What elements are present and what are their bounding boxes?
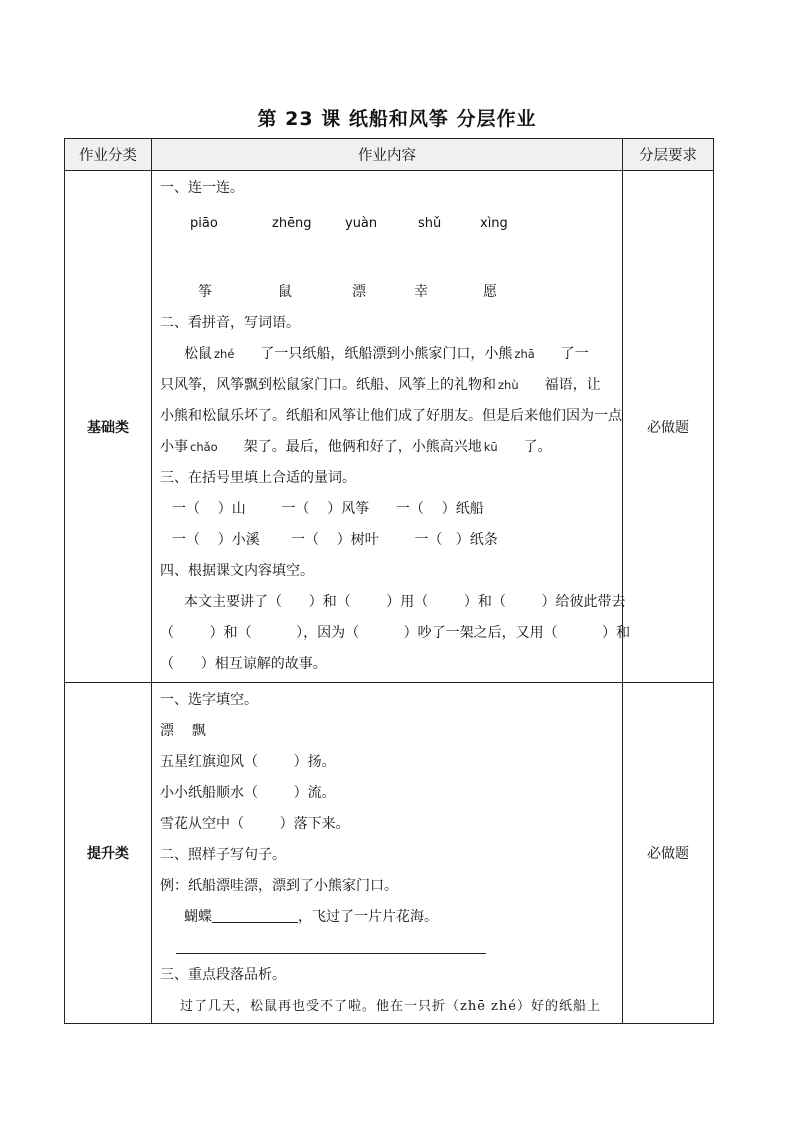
q2-text: 了。 — [523, 439, 552, 455]
hanzi-item: 愿 — [483, 284, 497, 300]
q2-text: 小熊和松鼠乐坏了。纸船和风筝让他们成了好朋友。但是后来他们因为一点 — [160, 408, 622, 424]
hanzi-item: 幸 — [414, 284, 428, 300]
q2-text: 了一 — [560, 346, 589, 362]
basic-q3-title: 三、在括号里填上合适的量词。 — [160, 470, 356, 486]
table-row-basic — [65, 171, 714, 683]
q2-text: 了一只纸船，纸船漂到小熊家门口，小熊 — [260, 346, 513, 362]
content-basic — [152, 171, 631, 683]
pinyin-item: piāo — [190, 216, 218, 231]
pinyin-item: shǔ — [418, 216, 442, 231]
fill-blank-line: （ ）和（ ），因为（ ）吵了一架之后，又用（ ）和 — [160, 625, 631, 641]
header-requirement: 分层要求 — [623, 139, 714, 171]
example-sentence: 例：纸船漂哇漂，漂到了小熊家门口。 — [160, 878, 398, 894]
advanced-q3-title: 三、重点段落品析。 — [160, 967, 286, 983]
hanzi-row — [160, 276, 614, 308]
advanced-q2-title: 二、照样子写句子。 — [160, 847, 286, 863]
answer-blank[interactable] — [212, 906, 298, 923]
char-options: 漂 飘 — [160, 723, 206, 739]
imitation-sentence — [160, 902, 614, 933]
category-basic: 基础类 — [65, 171, 152, 683]
imitation-text: 蝴蝶 — [184, 909, 212, 925]
header-content: 作业内容 — [152, 139, 623, 171]
hanzi-item: 鼠 — [278, 284, 292, 300]
pinyin-item: yuàn — [345, 216, 378, 231]
pinyin-item: zhēng — [272, 216, 312, 231]
q2-text: 只风筝，风筝飘到松鼠家门口。纸船、风筝上的礼物和 — [160, 377, 496, 393]
measure-word-row: 一（ ）小溪 一（ ）树叶 一（ ）纸条 — [172, 532, 498, 548]
table-row-advanced — [65, 683, 714, 1024]
hanzi-item: 筝 — [198, 284, 212, 300]
basic-q2-paragraph — [160, 339, 622, 463]
pinyin-item: xìng — [480, 216, 508, 231]
q2-text: 小事 — [160, 439, 188, 455]
choice-sentence: 小小纸船顺水（ ）流。 — [160, 785, 336, 801]
pinyin-hint: zhé — [214, 347, 235, 361]
passage-text: 过了几天，松鼠再也受不了啦。他在一只折（zhē zhé）好的纸船上 — [180, 999, 601, 1014]
measure-word-row: 一（ ）山 一（ ）风筝 一（ ）纸船 — [172, 501, 484, 517]
hanzi-item: 漂 — [352, 284, 366, 300]
answer-line[interactable] — [176, 933, 486, 954]
advanced-q1-title: 一、选字填空。 — [160, 692, 258, 708]
page-title: 第 23 课 纸船和风筝 分层作业 — [257, 108, 537, 130]
choice-sentence: 五星红旗迎风（ ）扬。 — [160, 754, 336, 770]
pinyin-hint: zhā — [514, 347, 535, 361]
basic-q1-title: 一、连一连。 — [160, 180, 244, 196]
q2-text: 福语，让 — [544, 377, 601, 393]
basic-q2-title: 二、看拼音，写词语。 — [160, 315, 300, 331]
homework-table — [64, 138, 714, 1024]
choice-sentence: 雪花从空中（ ）落下来。 — [160, 816, 350, 832]
category-advanced: 提升类 — [65, 683, 152, 1024]
requirement-basic: 必做题 — [623, 171, 714, 683]
q2-text: 松鼠 — [184, 346, 212, 362]
table-header-row — [65, 139, 714, 171]
pinyin-hint: kū — [483, 440, 498, 454]
requirement-advanced: 必做题 — [623, 683, 714, 1024]
fill-blank-line: （ ）相互谅解的故事。 — [160, 656, 327, 672]
q2-text: 架了。最后，他俩和好了，小熊高兴地 — [243, 439, 482, 455]
content-advanced — [152, 683, 623, 1024]
pinyin-hint: chǎo — [190, 440, 218, 454]
pinyin-hint: zhù — [498, 378, 519, 392]
basic-q4-title: 四、根据课文内容填空。 — [160, 563, 314, 579]
imitation-text: ，飞过了一片片花海。 — [298, 909, 438, 925]
pinyin-row — [160, 204, 614, 244]
header-category: 作业分类 — [65, 139, 152, 171]
fill-blank-line: 本文主要讲了（ ）和（ ）用（ ）和（ ）给彼此带去 — [184, 594, 626, 610]
